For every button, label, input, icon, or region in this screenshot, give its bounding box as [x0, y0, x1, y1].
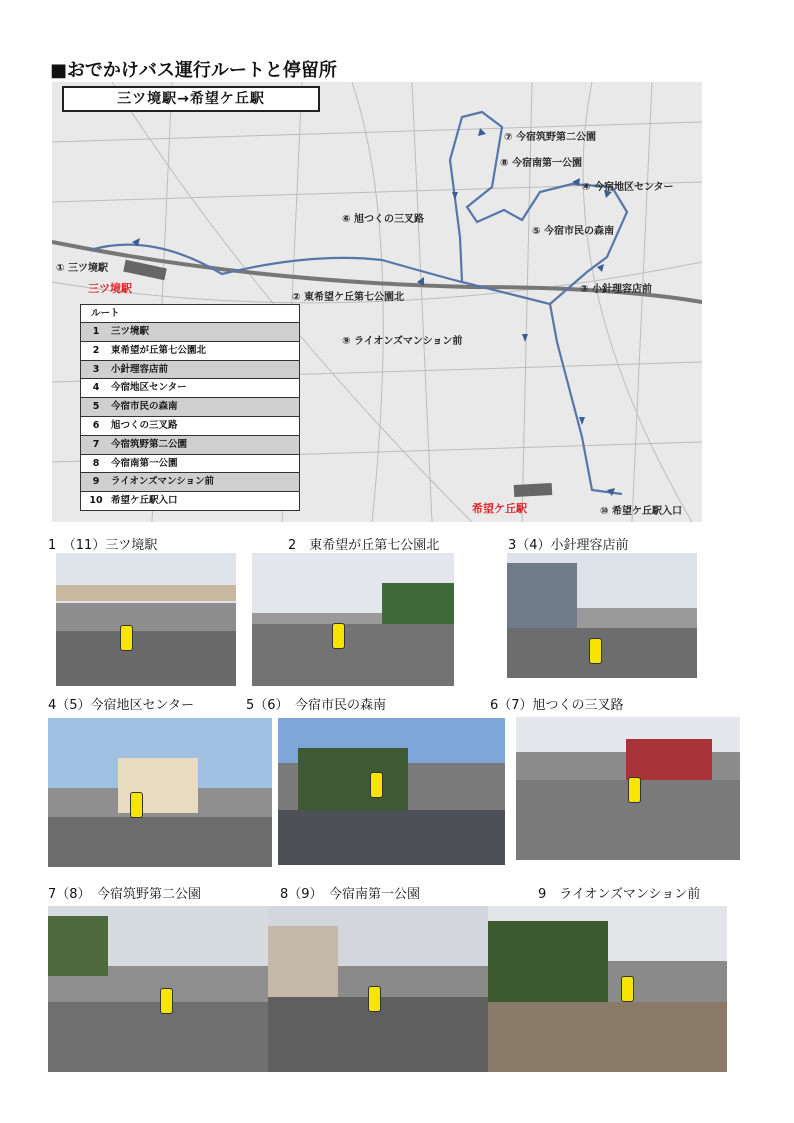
stop-photo-3 — [507, 553, 697, 678]
stop-caption-3: 3（4）小針理容店前 — [508, 538, 629, 553]
map-label-stop-3: ③ 小針理容店前 — [580, 284, 652, 295]
map-label-stop-9: ⑨ ライオンズマンション前 — [342, 336, 463, 347]
bus-stop-marker — [589, 638, 602, 664]
bus-stop-marker — [160, 988, 173, 1014]
map-label-stop-7: ⑦ 今宿筑野第二公園 — [504, 132, 596, 143]
map-label-stop-10: ⑩ 希望ケ丘駅入口 — [600, 506, 682, 517]
stop-caption-5: 5（6） 今宿市民の森南 — [246, 698, 387, 713]
legend-row: 3 小針理容店前 — [81, 361, 299, 380]
stop-caption-9: 9 ライオンズマンション前 — [538, 887, 701, 902]
bus-stop-marker — [368, 986, 381, 1012]
bus-stop-marker — [120, 625, 133, 651]
route-title: 三ツ境駅→希望ケ丘駅 — [62, 86, 320, 112]
bus-stop-marker — [130, 792, 143, 818]
stop-photo-2 — [252, 553, 454, 686]
bus-stop-marker — [628, 777, 641, 803]
legend-row: 4 今宿地区センター — [81, 379, 299, 398]
legend-row: 5 今宿市民の森南 — [81, 398, 299, 417]
station-label-end: 希望ケ丘駅 — [472, 502, 527, 515]
legend-row: 6 旭つくの三叉路 — [81, 417, 299, 436]
stop-photo-7 — [48, 906, 268, 1072]
route-map — [52, 82, 702, 522]
stop-caption-8: 8（9） 今宿南第一公園 — [280, 887, 421, 902]
map-label-stop-2: ② 東希望ケ丘第七公園北 — [292, 292, 404, 303]
stop-photo-1 — [56, 553, 236, 686]
bus-stop-marker — [621, 976, 634, 1002]
legend-header: ルート — [81, 305, 299, 323]
bus-stop-marker — [370, 772, 383, 798]
stop-photo-9 — [488, 906, 727, 1072]
legend-row: 1 三ツ境駅 — [81, 323, 299, 342]
page-title: ■おでかけバス運行ルートと停留所 — [50, 60, 337, 81]
legend-row: 8 今宿南第一公園 — [81, 455, 299, 474]
map-label-stop-1: ① 三ツ境駅 — [56, 263, 108, 274]
map-label-stop-6: ⑥ 旭つくの三叉路 — [342, 214, 424, 225]
route-legend — [80, 304, 300, 511]
stop-caption-2: 2 東希望が丘第七公園北 — [288, 538, 440, 553]
map-label-stop-5: ⑤ 今宿市民の森南 — [532, 226, 614, 237]
legend-row: 7 今宿筑野第二公園 — [81, 436, 299, 455]
stop-caption-6: 6（7）旭つくの三叉路 — [490, 698, 624, 713]
stop-photo-6 — [516, 717, 740, 860]
bus-stop-marker — [332, 623, 345, 649]
legend-row: 2 東希望が丘第七公園北 — [81, 342, 299, 361]
stop-caption-4: 4（5）今宿地区センター — [48, 698, 195, 713]
map-label-stop-4: ④ 今宿地区センター — [582, 182, 674, 193]
legend-row: 9 ライオンズマンション前 — [81, 473, 299, 492]
station-label-start: 三ツ境駅 — [88, 282, 132, 295]
legend-row: 10 希望ケ丘駅入口 — [89, 495, 178, 507]
stop-photo-8 — [268, 906, 488, 1072]
stop-photo-5 — [278, 718, 505, 865]
map-label-stop-8: ⑧ 今宿南第一公園 — [500, 158, 582, 169]
stop-caption-7: 7（8） 今宿筑野第二公園 — [48, 887, 202, 902]
stop-photo-4 — [48, 718, 272, 867]
stop-caption-1: 1 （11）三ツ境駅 — [48, 538, 158, 553]
